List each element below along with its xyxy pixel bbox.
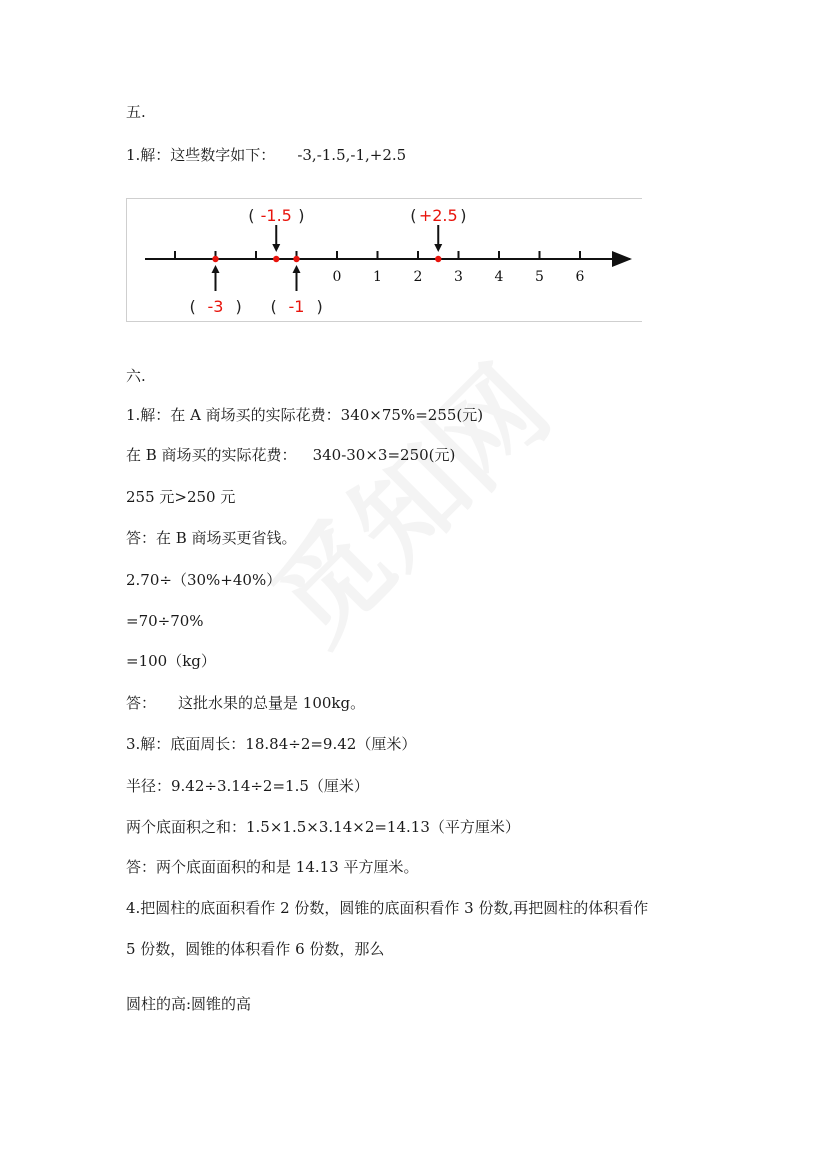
number-line-tick-label: 1 — [373, 269, 382, 285]
section6-q1-line3: 255 元>250 元 — [126, 488, 236, 506]
number-line-tick-label: 2 — [413, 269, 423, 285]
point-arrowhead — [293, 265, 301, 273]
section6-q2-line2: =70÷70% — [126, 612, 204, 630]
section6-q4-line3: 圆柱的高:圆锥的高 — [126, 995, 252, 1013]
section6-q3-answer: 答：两个底面面积的和是 14.13 平方厘米。 — [126, 858, 419, 876]
number-line-figure — [126, 198, 642, 322]
number-line-tick-label: 4 — [494, 269, 504, 285]
number-line-tick-label: 0 — [332, 269, 342, 285]
section6-q3-line3: 两个底面积之和：1.5×1.5×3.14×2=14.13（平方厘米） — [126, 818, 520, 836]
point-open-paren: ( — [248, 206, 255, 225]
point-open-paren: ( — [270, 297, 277, 316]
point-label: -1 — [288, 297, 305, 316]
point-close-paren: ) — [235, 297, 242, 316]
point-arrowhead — [212, 265, 220, 273]
number-line-point — [212, 256, 218, 262]
section6-q1-answer: 答：在 B 商场买更省钱。 — [126, 529, 297, 547]
section5-q1 — [126, 145, 406, 165]
point-close-paren: ) — [316, 297, 323, 316]
point-label: -1.5 — [260, 206, 292, 225]
section6-q2-answer-prefix: 答： — [126, 694, 157, 712]
number-line-tick-label: 3 — [454, 269, 463, 285]
section6-q1-line2-calc: 340-30×3=250(元) — [312, 446, 456, 464]
section6-q4-line1: 4.把圆柱的底面积看作 2 份数，圆锥的底面积看作 3 份数,再把圆柱的体积看作 — [126, 899, 649, 917]
section6-heading: 六. — [126, 367, 146, 385]
number-line-point — [293, 256, 299, 262]
watermark — [232, 326, 577, 671]
number-line-svg — [127, 199, 643, 323]
point-arrowhead — [434, 244, 442, 252]
section6-q4-line2: 5 份数，圆锥的体积看作 6 份数，那么 — [126, 940, 385, 958]
number-line-point — [273, 256, 279, 262]
section5-q1-numbers: -3,-1.5,-1,+2.5 — [297, 146, 407, 164]
point-open-paren: ( — [189, 297, 196, 316]
section6-q2-answer — [126, 693, 365, 713]
number-line-tick-label: 6 — [575, 269, 585, 285]
section6-q1-line1: 1.解：在 A 商场买的实际花费：340×75%=255(元) — [126, 406, 484, 424]
section6-q1-line2-text: 在 B 商场买的实际花费： — [126, 446, 297, 464]
section6-q1-line2 — [126, 445, 455, 465]
section5-heading: 五. — [126, 103, 146, 121]
point-label: +2.5 — [418, 206, 458, 225]
point-arrowhead — [272, 244, 280, 252]
section6-q2-line3: =100（kg） — [126, 652, 216, 670]
section6-q3-line2: 半径：9.42÷3.14÷2=1.5（厘米） — [126, 777, 369, 795]
number-line-tick-label: 5 — [535, 269, 544, 285]
section6-q2-answer-text: 这批水果的总量是 100kg。 — [178, 694, 366, 712]
point-open-paren: ( — [410, 206, 417, 225]
section6-q2-line1: 2.70÷（30%+40%） — [126, 571, 282, 589]
point-close-paren: ) — [298, 206, 305, 225]
point-label: -3 — [207, 297, 224, 316]
section5-q1-prefix: 1.解：这些数字如下： — [126, 146, 276, 164]
point-close-paren: ) — [460, 206, 467, 225]
number-line-point — [435, 256, 441, 262]
section6-q3-line1: 3.解：底面周长：18.84÷2=9.42（厘米） — [126, 735, 417, 753]
